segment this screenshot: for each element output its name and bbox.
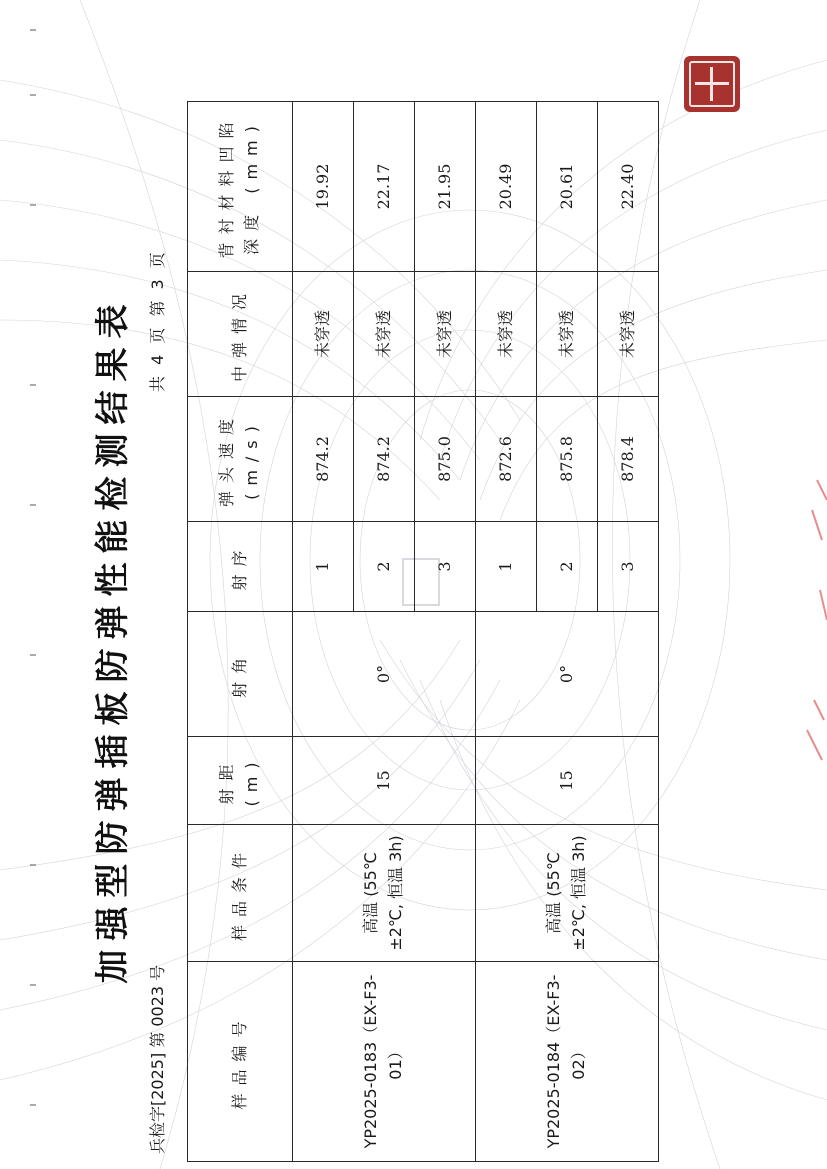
depth-cell: 21.95: [415, 102, 476, 272]
sequence-cell: 3: [598, 522, 659, 612]
depth-cell: 22.40: [598, 102, 659, 272]
angle-cell: 0°: [293, 612, 476, 737]
result-cell: 未穿透: [476, 272, 537, 397]
velocity-cell: 874.2: [354, 397, 415, 522]
header-sample-id: 样品编号: [188, 962, 293, 1162]
table-header-row: [188, 102, 293, 1162]
result-cell: 未穿透: [598, 272, 659, 397]
velocity-cell: 875.0: [415, 397, 476, 522]
page-info: 共 4 页 第 3 页: [148, 252, 167, 392]
table-row: [293, 102, 354, 1162]
header-velocity: 弹头速度 (m/s): [188, 397, 293, 522]
header-result: 中弹情况: [188, 272, 293, 397]
sequence-cell: 2: [354, 522, 415, 612]
sample-id-cell: YP2025-0184（EX-F3-02）: [476, 962, 659, 1162]
sequence-cell: 2: [537, 522, 598, 612]
red-stamp-edge: [792, 470, 827, 770]
velocity-cell: 874.2: [293, 397, 354, 522]
sample-id-cell: YP2025-0183（EX-F3-01）: [293, 962, 476, 1162]
angle-cell: 0°: [476, 612, 659, 737]
sequence-cell: 1: [476, 522, 537, 612]
header-depth: 背衬材料凹陷深度 (mm): [188, 102, 293, 272]
header-distance: 射距 (m): [188, 737, 293, 825]
condition-cell: 高温 (55℃±2℃, 恒温 3h): [476, 825, 659, 962]
result-cell: 未穿透: [537, 272, 598, 397]
document-title: 加强型防弹插板防弹性能检测结果表: [93, 295, 133, 984]
sequence-cell: 3: [415, 522, 476, 612]
sequence-cell: 1: [293, 522, 354, 612]
depth-cell: 20.49: [476, 102, 537, 272]
velocity-cell: 875.8: [537, 397, 598, 522]
rotated-report-sheet: [25, 114, 795, 1162]
depth-cell: 22.17: [354, 102, 415, 272]
distance-cell: 15: [293, 737, 476, 825]
condition-cell: 高温 (55℃±2℃, 恒温 3h): [293, 825, 476, 962]
results-table: [187, 101, 659, 1162]
velocity-cell: 878.4: [598, 397, 659, 522]
distance-cell: 15: [476, 737, 659, 825]
report-number: 兵检字[2025] 第 0023 号: [148, 964, 167, 1154]
result-cell: 未穿透: [415, 272, 476, 397]
header-sequence: 射序: [188, 522, 293, 612]
result-cell: 未穿透: [293, 272, 354, 397]
table-row: [476, 102, 537, 1162]
header-angle: 射角: [188, 612, 293, 737]
header-condition: 样品条件: [188, 825, 293, 962]
result-cell: 未穿透: [354, 272, 415, 397]
depth-cell: 19.92: [293, 102, 354, 272]
depth-cell: 20.61: [537, 102, 598, 272]
seal-logo: [684, 56, 740, 112]
velocity-cell: 872.6: [476, 397, 537, 522]
